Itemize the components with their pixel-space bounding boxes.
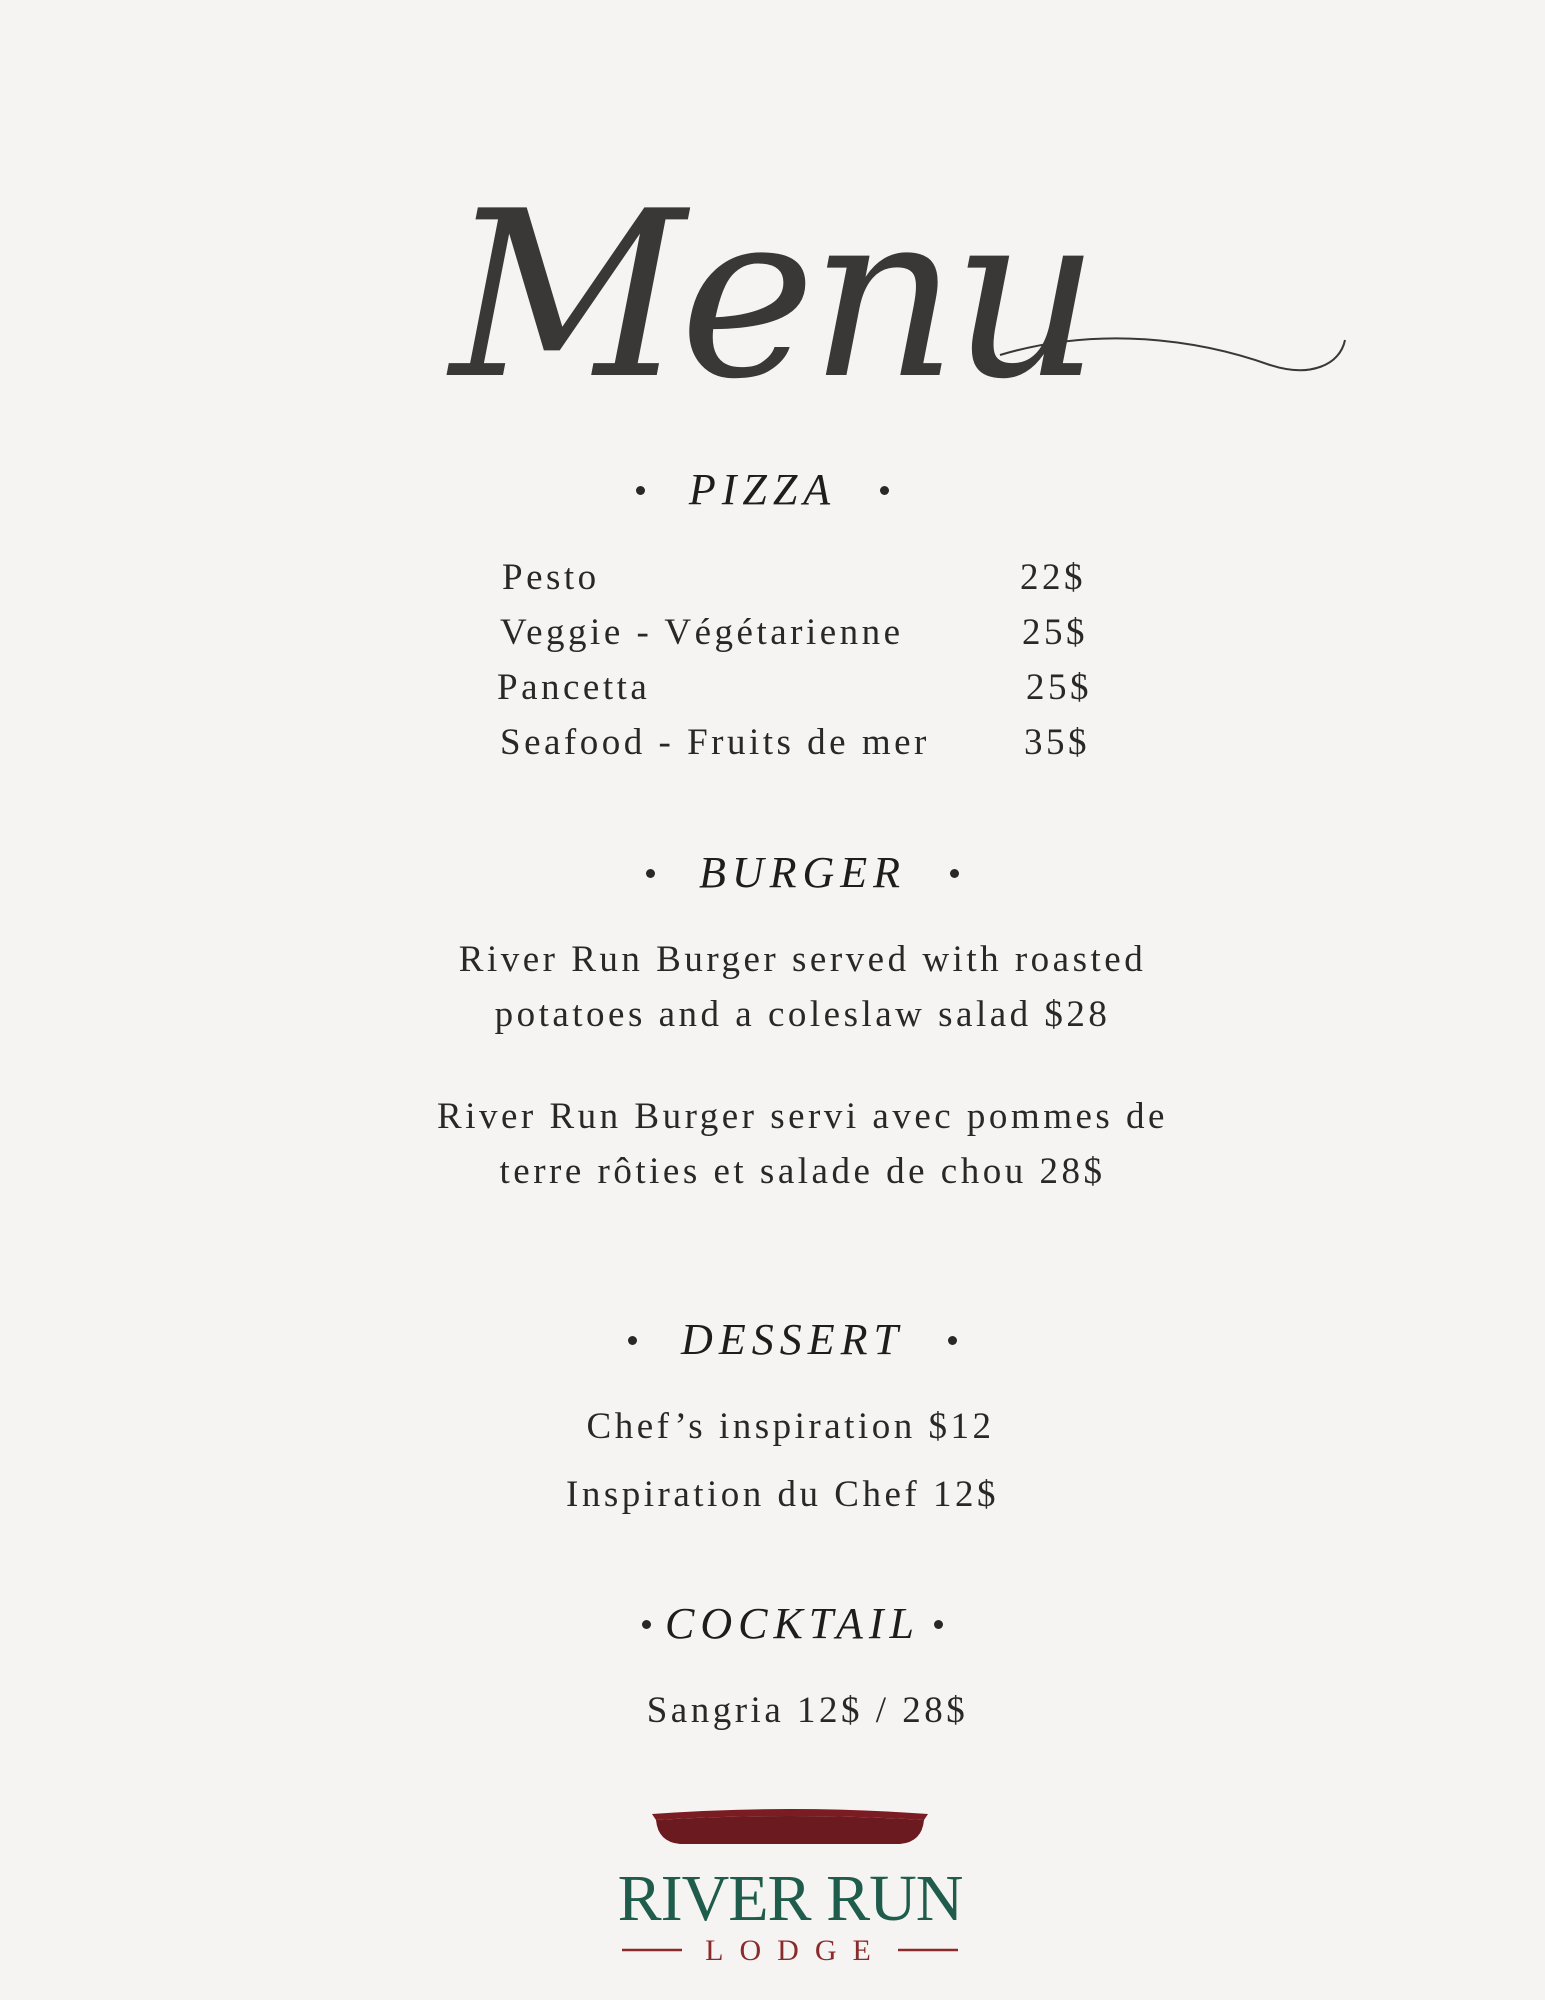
burger-description-fr: terre rôties et salade de chou 28$: [499, 1151, 1106, 1192]
dessert-item-fr: Inspiration du Chef 12$: [566, 1474, 999, 1515]
section-title: BURGER: [698, 848, 907, 897]
pizza-item-name: Pancetta: [497, 667, 651, 708]
section-title: DESSERT: [681, 1315, 904, 1364]
burger-description-en: River Run Burger served with roasted: [458, 939, 1147, 980]
burger-description-fr: River Run Burger servi avec pommes de: [437, 1096, 1168, 1137]
section-title: COCKTAIL: [664, 1599, 921, 1648]
bullet-icon: [934, 1620, 943, 1629]
pizza-item-price: 35$: [1024, 722, 1090, 763]
section-title: PIZZA: [688, 465, 837, 514]
burger-description-en: potatoes and a coleslaw salad $28: [494, 994, 1111, 1035]
logo-sub-text: LODGE: [705, 1934, 887, 1967]
pizza-item-name: Pesto: [502, 557, 600, 598]
bullet-icon: [628, 1336, 637, 1345]
canoe-hull-icon: [656, 1816, 924, 1844]
pizza-item-price: 25$: [1022, 612, 1088, 653]
pizza-item-name: Veggie - Végétarienne: [500, 612, 904, 653]
bullet-icon: [880, 486, 889, 495]
menu-title: [440, 175, 1370, 435]
section-header-cocktail: [20, 1596, 1545, 1652]
section-header-dessert: [20, 1312, 1545, 1368]
bullet-icon: [642, 1620, 651, 1629]
cocktail-item: Sangria 12$ / 28$: [646, 1690, 969, 1731]
menu-title-text: Menu: [450, 175, 1094, 430]
bullet-icon: [646, 869, 655, 878]
river-run-lodge-logo: [600, 1800, 980, 1980]
section-header-burger: [30, 845, 1545, 901]
pizza-item-price: 22$: [1020, 557, 1086, 598]
section-header-pizza: [0, 462, 1535, 518]
pizza-item-name: Seafood - Fruits de mer: [500, 722, 930, 763]
pizza-item-price: 25$: [1026, 667, 1092, 708]
bullet-icon: [948, 1336, 957, 1345]
logo-main-text: RIVER RUN: [617, 1862, 963, 1935]
bullet-icon: [636, 486, 645, 495]
bullet-icon: [950, 869, 959, 878]
dessert-item-en: Chef’s inspiration $12: [586, 1406, 995, 1447]
